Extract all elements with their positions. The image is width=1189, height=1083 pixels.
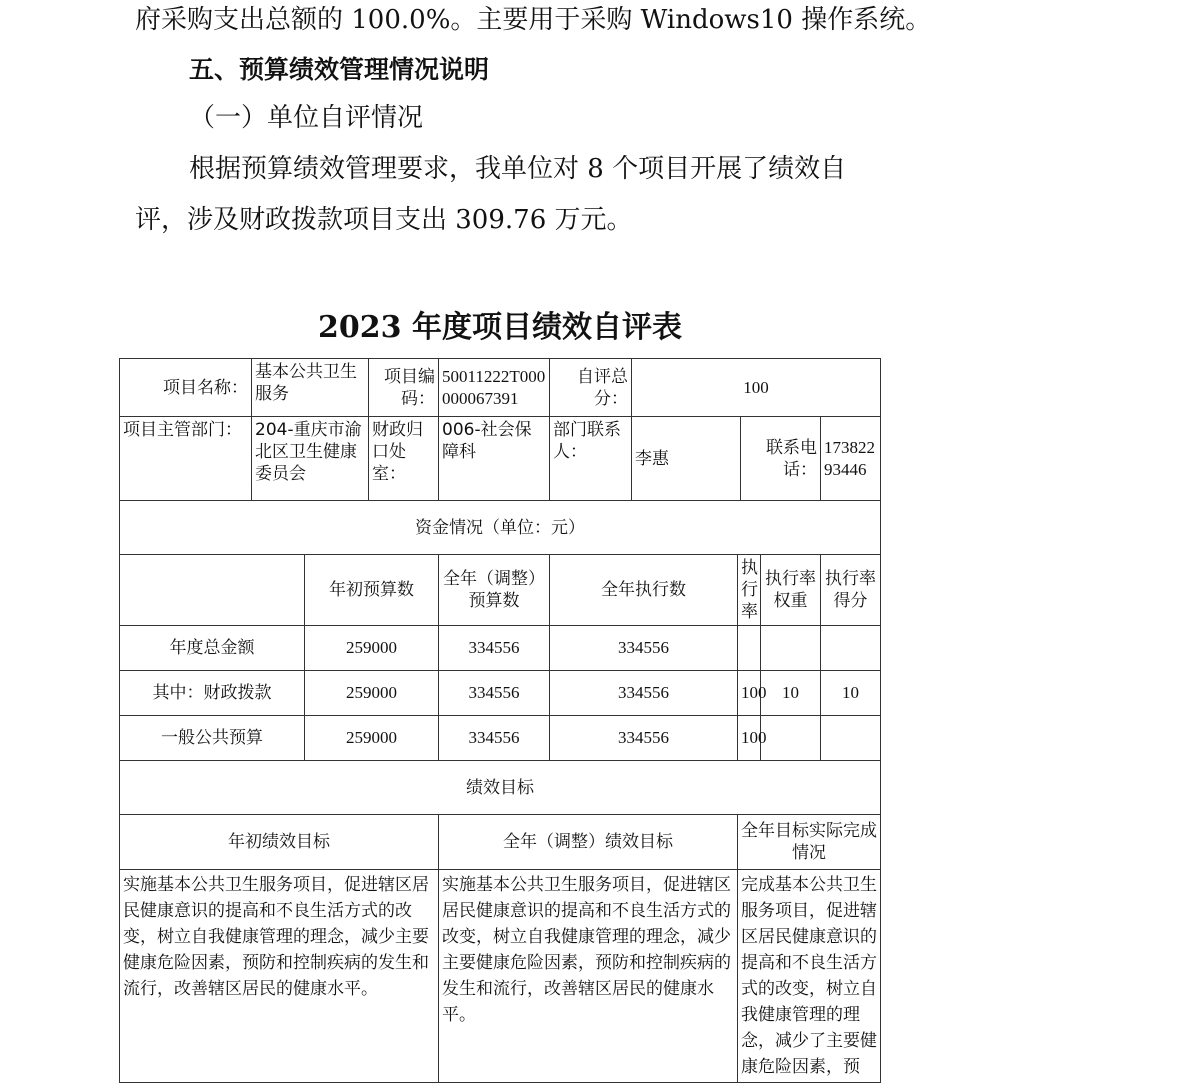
funds-row-label: 其中：财政拨款 xyxy=(120,671,305,716)
funds-cell xyxy=(761,626,821,671)
funds-row-total xyxy=(120,626,881,671)
funds-cell: 259000 xyxy=(305,671,439,716)
funds-cell: 100 xyxy=(738,671,761,716)
funds-cell: 100 xyxy=(738,716,761,761)
funds-header: 全年执行数 xyxy=(550,555,738,626)
name-label: 项目名称： xyxy=(120,359,252,417)
table-row xyxy=(120,359,881,417)
funds-cell xyxy=(821,716,881,761)
contact-label: 部门联系人： xyxy=(550,417,632,501)
funds-cell: 334556 xyxy=(439,716,550,761)
goal-initial-text: 实施基本公共卫生服务项目，促进辖区居民健康意识的提高和不良生活方式的改变，树立自我健康管理的理念，减少主要健康危险因素，预防和控制疾病的发生和流行，改善辖区居民的健康水平。 xyxy=(120,870,439,1083)
funds-header-row xyxy=(120,555,881,626)
funds-cell: 10 xyxy=(821,671,881,716)
table-row xyxy=(120,501,881,555)
funds-cell xyxy=(821,626,881,671)
funds-header: 执行率 xyxy=(738,555,761,626)
score-label: 自评总分： xyxy=(550,359,632,417)
goals-header-initial: 年初绩效目标 xyxy=(120,815,439,870)
funds-cell: 334556 xyxy=(550,626,738,671)
funds-section-title: 资金情况（单位：元） xyxy=(120,501,881,555)
funds-cell: 334556 xyxy=(550,671,738,716)
goals-section-title: 绩效目标 xyxy=(120,761,881,815)
name-value: 基本公共卫生服务 xyxy=(252,359,369,417)
phone-label: 联系电话： xyxy=(741,417,821,501)
funds-header: 年初预算数 xyxy=(305,555,439,626)
funds-corner xyxy=(120,555,305,626)
paragraph-evaluation-line2: 评，涉及财政拨款项目支出 309.76 万元。 xyxy=(135,205,633,235)
funds-cell: 334556 xyxy=(439,626,550,671)
funds-header: 执行率得分 xyxy=(821,555,881,626)
funds-cell: 259000 xyxy=(305,626,439,671)
funds-cell: 259000 xyxy=(305,716,439,761)
score-value: 100 xyxy=(632,359,881,417)
goals-header-actual: 全年目标实际完成情况 xyxy=(738,815,881,870)
dept-label: 项目主管部门： xyxy=(120,417,252,501)
funds-cell xyxy=(761,716,821,761)
funds-row-label: 一般公共预算 xyxy=(120,716,305,761)
goal-adjusted-text: 实施基本公共卫生服务项目，促进辖区居民健康意识的提高和不良生活方式的改变，树立自我健康管理的理念，减少主要健康危险因素，预防和控制疾病的发生和流行，改善辖区居民的健康水平。 xyxy=(439,870,738,1083)
table-title: 2023 年度项目绩效自评表 xyxy=(318,310,682,345)
funds-row-general xyxy=(120,716,881,761)
office-label: 财政归口处室： xyxy=(369,417,439,501)
funds-cell: 334556 xyxy=(439,671,550,716)
subsection-heading: （一）单位自评情况 xyxy=(189,103,424,133)
funds-row-fiscal xyxy=(120,671,881,716)
funds-cell: 334556 xyxy=(550,716,738,761)
dept-value: 204-重庆市渝北区卫生健康委员会 xyxy=(252,417,369,501)
table-row xyxy=(120,417,881,501)
goals-content-row xyxy=(120,870,881,1083)
paragraph-procurement: 府采购支出总额的 100.0%。主要用于采购 Windows10 操作系统。 xyxy=(135,5,932,35)
performance-table xyxy=(119,358,881,1083)
code-value: 50011222T000000067391 xyxy=(439,359,550,417)
paragraph-evaluation-line1: 根据预算绩效管理要求，我单位对 8 个项目开展了绩效自 xyxy=(189,154,847,184)
code-label: 项目编码： xyxy=(369,359,439,417)
office-value: 006-社会保障科 xyxy=(439,417,550,501)
goals-header-adjusted: 全年（调整）绩效目标 xyxy=(439,815,738,870)
phone-value: 17382293446 xyxy=(821,417,881,501)
funds-row-label: 年度总金额 xyxy=(120,626,305,671)
goal-actual-text: 完成基本公共卫生服务项目，促进辖区居民健康意识的提高和不良生活方式的改变，树立自我健康管理的理念，减少了主要健康危险因素，预 xyxy=(738,870,881,1083)
funds-header: 全年（调整）预算数 xyxy=(439,555,550,626)
funds-cell: 10 xyxy=(761,671,821,716)
section-heading-5: 五、预算绩效管理情况说明 xyxy=(189,55,490,84)
funds-header: 执行率权重 xyxy=(761,555,821,626)
funds-cell xyxy=(738,626,761,671)
table-row xyxy=(120,761,881,815)
goals-header-row xyxy=(120,815,881,870)
contact-value: 李惠 xyxy=(632,417,741,501)
